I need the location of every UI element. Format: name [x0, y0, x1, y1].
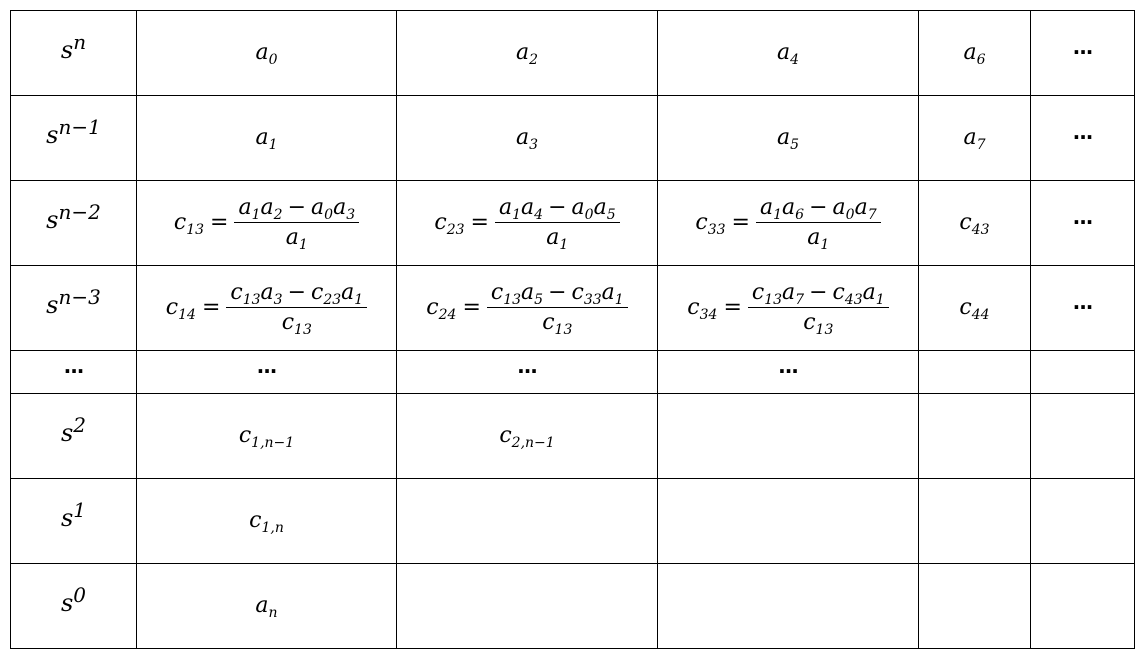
- term-subscript: 1: [875, 292, 885, 308]
- coefficient-cell: [397, 564, 658, 649]
- coefficient-cell: [658, 394, 919, 479]
- coefficient-cell: [1031, 394, 1135, 479]
- numerator-term: [751, 280, 783, 308]
- term-base: c: [751, 280, 765, 305]
- numerator-term: [832, 195, 855, 223]
- fraction: [748, 280, 889, 338]
- term-subscript: 1: [820, 237, 830, 253]
- term-base: a: [593, 195, 607, 220]
- coefficient-cell: [658, 351, 919, 394]
- coefficient-cell: [1031, 479, 1135, 564]
- power-exponent: n: [73, 30, 87, 54]
- fraction-numerator: [234, 197, 359, 223]
- fraction-denominator: [807, 223, 830, 253]
- term-base: c: [959, 210, 972, 235]
- term-subscript: 24: [438, 307, 457, 323]
- term-subscript: 23: [446, 222, 465, 238]
- term-base: c: [434, 210, 447, 235]
- coefficient-cell: [397, 11, 658, 96]
- power-base: s: [60, 419, 74, 447]
- coefficient-formula: [165, 280, 367, 338]
- term-base: a: [782, 195, 796, 220]
- term-base: a: [546, 225, 560, 250]
- term-base: a: [285, 225, 299, 250]
- numerator-term: [333, 195, 356, 223]
- term-base: a: [260, 195, 274, 220]
- power-label: [60, 583, 87, 617]
- numerator-term: [601, 280, 624, 308]
- term-subscript: 2: [273, 207, 283, 223]
- fraction: [234, 195, 359, 253]
- power-label: [60, 498, 87, 532]
- coefficient-cell: [919, 11, 1031, 96]
- term-base: c: [803, 310, 816, 335]
- coefficient-cell: [658, 479, 919, 564]
- coefficient-cell: [658, 564, 919, 649]
- term-subscript: 1: [773, 207, 783, 223]
- coefficient-formula: [695, 195, 880, 253]
- numerator-term: [759, 195, 783, 223]
- term-subscript: 1: [614, 292, 624, 308]
- coefficient-cell: [658, 96, 919, 181]
- equals-sign: =: [470, 210, 489, 235]
- term-base: c: [426, 295, 439, 320]
- coefficient-cell: [137, 266, 397, 351]
- term-base: a: [521, 280, 535, 305]
- term-subscript: 14: [178, 307, 196, 323]
- term-base: a: [515, 40, 530, 65]
- equals-sign: =: [723, 295, 742, 320]
- term-base: c: [542, 310, 555, 335]
- numerator-term: [862, 280, 885, 308]
- coefficient-term: [515, 125, 539, 153]
- coefficient-cell: [397, 266, 658, 351]
- ellipsis: ...: [1072, 290, 1093, 314]
- ellipsis: ...: [778, 354, 798, 378]
- formula-lhs: [165, 295, 196, 323]
- coefficient-term: [255, 125, 278, 153]
- term-subscript: 0: [324, 207, 334, 223]
- fraction: [495, 195, 620, 253]
- term-subscript: 2,n−1: [511, 435, 555, 451]
- denominator-term: [542, 310, 573, 338]
- power-base: s: [46, 121, 59, 149]
- coefficient-cell: [1031, 351, 1135, 394]
- power-base: s: [60, 589, 74, 617]
- term-base: c: [249, 508, 262, 533]
- term-base: a: [521, 195, 535, 220]
- coefficient-formula: [687, 280, 888, 338]
- power-exponent: 2: [73, 413, 87, 437]
- term-subscript: 3: [529, 137, 539, 153]
- numerator-term: [311, 195, 334, 223]
- fraction-numerator: [495, 197, 620, 223]
- term-subscript: 1: [559, 237, 569, 253]
- coefficient-formula: [434, 195, 619, 253]
- term-base: a: [782, 280, 796, 305]
- term-subscript: 6: [795, 207, 805, 223]
- term-base: a: [311, 195, 325, 220]
- numerator-term: [490, 280, 522, 308]
- coefficient-cell: [397, 479, 658, 564]
- fraction-denominator: [281, 308, 312, 338]
- power-exponent: 0: [73, 583, 87, 607]
- coefficient-term: [959, 210, 990, 238]
- term-subscript: 43: [971, 222, 990, 238]
- power-label: [46, 285, 101, 319]
- term-subscript: 7: [867, 207, 877, 223]
- power-exponent: n−3: [58, 285, 101, 309]
- term-subscript: 13: [242, 292, 261, 308]
- coefficient-term: [963, 125, 986, 153]
- power-cell: [11, 394, 137, 479]
- term-base: c: [695, 210, 708, 235]
- coefficient-term: [959, 295, 990, 323]
- fraction-numerator: [756, 197, 881, 223]
- numerator-term: [782, 195, 805, 223]
- fraction-numerator: [487, 282, 628, 308]
- term-subscript: 5: [790, 137, 800, 153]
- term-base: a: [255, 593, 269, 618]
- denominator-term: [807, 225, 830, 253]
- denominator-term: [546, 225, 569, 253]
- coefficient-cell: [137, 96, 397, 181]
- numerator-term: [593, 195, 616, 223]
- term-base: c: [571, 280, 584, 305]
- power-cell: [11, 479, 137, 564]
- numerator-term: [498, 195, 522, 223]
- term-subscript: 44: [971, 307, 990, 323]
- term-subscript: 23: [323, 292, 342, 308]
- table-row: [11, 564, 1135, 649]
- term-base: a: [759, 195, 774, 220]
- coefficient-term: [255, 593, 278, 621]
- term-base: a: [832, 195, 846, 220]
- numerator-term: [521, 280, 544, 308]
- term-base: a: [807, 225, 821, 250]
- fraction-numerator: [748, 282, 889, 308]
- power-label: [46, 115, 101, 149]
- table-row: [11, 11, 1135, 96]
- coefficient-cell: [658, 181, 919, 266]
- minus-sign: −: [548, 280, 567, 305]
- numerator-term: [311, 280, 342, 308]
- coefficient-cell: [919, 351, 1031, 394]
- ellipsis: ...: [256, 354, 277, 378]
- term-subscript: 5: [534, 292, 544, 308]
- fraction-denominator: [803, 308, 834, 338]
- table-row: [11, 394, 1135, 479]
- minus-sign: −: [287, 195, 307, 220]
- power-exponent: n−2: [58, 200, 101, 224]
- numerator-term: [341, 280, 364, 308]
- coefficient-cell: [137, 11, 397, 96]
- coefficient-cell: [397, 394, 658, 479]
- formula-lhs: [687, 295, 718, 323]
- term-base: a: [260, 280, 274, 305]
- term-subscript: 3: [273, 292, 283, 308]
- term-base: a: [601, 280, 615, 305]
- numerator-term: [238, 195, 261, 223]
- term-subscript: 2: [529, 52, 539, 68]
- term-subscript: 13: [764, 292, 783, 308]
- equals-sign: =: [210, 210, 229, 235]
- term-subscript: 0: [268, 52, 278, 68]
- equals-sign: =: [462, 295, 481, 320]
- coefficient-term: [238, 423, 295, 451]
- term-base: c: [173, 210, 187, 235]
- equals-sign: =: [731, 210, 750, 235]
- term-subscript: 1: [251, 207, 261, 223]
- coefficient-cell: [397, 96, 658, 181]
- term-subscript: 13: [554, 322, 573, 338]
- term-base: a: [498, 195, 513, 220]
- term-base: a: [238, 195, 252, 220]
- coefficient-cell: [919, 266, 1031, 351]
- numerator-term: [854, 195, 877, 223]
- table-row: [11, 479, 1135, 564]
- coefficient-formula: [426, 280, 627, 338]
- term-subscript: 13: [503, 292, 522, 308]
- term-subscript: 43: [844, 292, 863, 308]
- coefficient-formula: [173, 195, 359, 253]
- fraction-numerator: [226, 282, 367, 308]
- table-row: [11, 266, 1135, 351]
- power-base: s: [60, 36, 74, 64]
- term-subscript: 7: [976, 137, 986, 153]
- term-subscript: 33: [583, 292, 602, 308]
- coefficient-cell: [919, 564, 1031, 649]
- term-base: c: [490, 280, 504, 305]
- term-base: a: [776, 40, 791, 65]
- fraction: [487, 280, 628, 338]
- formula-lhs: [695, 210, 726, 238]
- power-cell: [11, 266, 137, 351]
- term-base: a: [255, 40, 269, 65]
- numerator-term: [571, 195, 594, 223]
- routh-table-body: [11, 11, 1135, 649]
- power-exponent: n−1: [58, 115, 101, 139]
- numerator-term: [782, 280, 805, 308]
- ellipsis: ...: [1072, 205, 1093, 229]
- coefficient-term: [776, 40, 800, 68]
- coefficient-cell: [1031, 266, 1135, 351]
- term-base: a: [776, 125, 791, 150]
- coefficient-cell: [1031, 96, 1135, 181]
- coefficient-cell: [919, 181, 1031, 266]
- power-base: s: [46, 206, 59, 234]
- term-base: c: [311, 280, 324, 305]
- term-subscript: 1: [512, 207, 522, 223]
- table-row: [11, 96, 1135, 181]
- term-base: a: [515, 125, 530, 150]
- coefficient-cell: [1031, 11, 1135, 96]
- coefficient-cell: [658, 11, 919, 96]
- term-subscript: 1,n−1: [251, 435, 295, 451]
- denominator-term: [803, 310, 834, 338]
- formula-lhs: [434, 210, 465, 238]
- term-subscript: 6: [976, 52, 986, 68]
- ellipsis: ...: [63, 354, 84, 378]
- term-subscript: 13: [294, 322, 312, 338]
- power-cell: [11, 351, 137, 394]
- term-subscript: 1,n: [261, 520, 284, 536]
- term-subscript: 5: [606, 207, 616, 223]
- numerator-term: [230, 280, 261, 308]
- coefficient-term: [249, 508, 284, 536]
- term-base: a: [333, 195, 347, 220]
- term-base: c: [281, 310, 295, 335]
- term-base: a: [963, 40, 977, 65]
- term-base: c: [165, 295, 179, 320]
- term-subscript: 34: [699, 307, 718, 323]
- minus-sign: −: [287, 280, 307, 305]
- power-cell: [11, 96, 137, 181]
- coefficient-cell: [137, 479, 397, 564]
- coefficient-term: [963, 40, 986, 68]
- numerator-term: [260, 280, 283, 308]
- term-base: c: [238, 423, 252, 448]
- numerator-term: [832, 280, 863, 308]
- term-base: a: [963, 125, 977, 150]
- coefficient-cell: [397, 181, 658, 266]
- equals-sign: =: [201, 295, 221, 320]
- term-subscript: 0: [845, 207, 855, 223]
- coefficient-cell: [919, 479, 1031, 564]
- denominator-term: [285, 225, 308, 253]
- coefficient-cell: [1031, 564, 1135, 649]
- minus-sign: −: [809, 280, 828, 305]
- term-base: c: [499, 423, 512, 448]
- coefficient-cell: [397, 351, 658, 394]
- term-base: a: [571, 195, 585, 220]
- table-row: [11, 181, 1135, 266]
- numerator-term: [521, 195, 544, 223]
- term-base: a: [854, 195, 868, 220]
- coefficient-cell: [137, 564, 397, 649]
- term-subscript: 0: [584, 207, 594, 223]
- denominator-term: [281, 310, 312, 338]
- coefficient-cell: [919, 394, 1031, 479]
- power-cell: [11, 181, 137, 266]
- term-subscript: 3: [346, 207, 356, 223]
- term-subscript: n: [268, 605, 278, 621]
- ellipsis: ...: [1072, 120, 1093, 144]
- coefficient-cell: [919, 96, 1031, 181]
- term-base: a: [255, 125, 269, 150]
- coefficient-cell: [658, 266, 919, 351]
- term-subscript: 13: [815, 322, 834, 338]
- fraction: [226, 280, 367, 338]
- coefficient-term: [515, 40, 539, 68]
- ellipsis: ...: [517, 354, 537, 378]
- fraction-denominator: [546, 223, 569, 253]
- term-base: c: [230, 280, 243, 305]
- coefficient-cell: [137, 351, 397, 394]
- term-subscript: 33: [707, 222, 726, 238]
- numerator-term: [260, 195, 283, 223]
- term-base: c: [832, 280, 845, 305]
- ellipsis: ...: [1072, 35, 1093, 59]
- coefficient-cell: [1031, 181, 1135, 266]
- power-label: [60, 30, 87, 64]
- term-base: c: [959, 295, 972, 320]
- coefficient-term: [255, 40, 278, 68]
- term-subscript: 1: [354, 292, 364, 308]
- coefficient-cell: [137, 394, 397, 479]
- minus-sign: −: [809, 195, 828, 220]
- power-exponent: 1: [73, 498, 87, 522]
- fraction: [756, 195, 881, 253]
- term-subscript: 13: [186, 222, 205, 238]
- term-subscript: 4: [790, 52, 800, 68]
- term-subscript: 1: [298, 237, 308, 253]
- formula-lhs: [426, 295, 457, 323]
- term-base: c: [687, 295, 700, 320]
- term-base: a: [341, 280, 355, 305]
- power-cell: [11, 11, 137, 96]
- term-subscript: 1: [268, 137, 278, 153]
- numerator-term: [571, 280, 602, 308]
- term-base: a: [862, 280, 876, 305]
- power-cell: [11, 564, 137, 649]
- coefficient-cell: [137, 181, 397, 266]
- coefficient-term: [499, 423, 555, 451]
- term-subscript: 7: [795, 292, 805, 308]
- fraction-denominator: [285, 223, 308, 253]
- term-subscript: 4: [534, 207, 544, 223]
- minus-sign: −: [548, 195, 567, 220]
- power-base: s: [60, 504, 74, 532]
- coefficient-term: [776, 125, 800, 153]
- power-base: s: [46, 291, 59, 319]
- formula-lhs: [173, 210, 205, 238]
- fraction-denominator: [542, 308, 573, 338]
- table-row: [11, 351, 1135, 394]
- routh-table: [10, 10, 1135, 649]
- power-label: [46, 200, 101, 234]
- power-label: [60, 413, 87, 447]
